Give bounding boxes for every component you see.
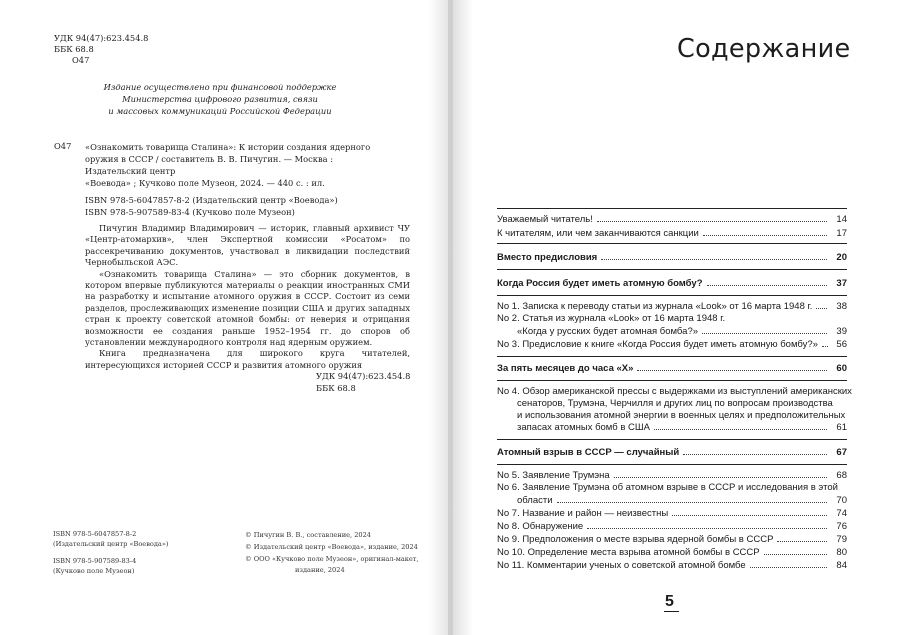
toc-entry[interactable]: No 2. Статья из журнала «Look» от 16 марта 1948 г. <box>497 313 726 324</box>
toc-entry[interactable]: No 1. Записка к переводу статьи из журнала «Look» от 16 марта 1948 г. 38 <box>497 301 847 312</box>
toc-entry[interactable]: No 5. Заявление Трумэна 68 <box>497 470 847 481</box>
toc-entry[interactable]: No 11. Комментарии ученых о советской атомной бомбе 84 <box>497 560 847 571</box>
toc-entry[interactable]: Уважаемый читатель! 14 <box>497 214 847 225</box>
toc-entry[interactable]: No 10. Определение места взрыва атомной бомбы в СССР 80 <box>497 547 847 558</box>
toc-entry-continued[interactable]: запасах атомных бомб в США 61 <box>517 422 847 433</box>
spine-shadow-right <box>453 0 473 635</box>
isbn-block: ISBN 978-5-6047857-8-2 (Издательский центр «Воевода») ISBN 978-5-907589-83-4 (Кучково поле Музеон) <box>85 195 338 217</box>
funding-note: Издание осуществлено при финансовой поддержке Министерства цифрового развития, связи и массовых коммуникаций Российской Федерации <box>103 82 337 116</box>
annotation-audience: Книга предназначена для широкого круга читателей, интересующихся историей СССР и развития атомного оружия <box>85 348 410 370</box>
toc-title: Содержание <box>677 34 851 64</box>
toc-entry-continued[interactable]: «Когда у русских будет атомная бомба?» 39 <box>517 326 847 337</box>
toc-divider <box>497 208 847 209</box>
toc-section[interactable]: Вместо предисловия 20 <box>497 252 847 263</box>
toc-entry[interactable]: No 6. Заявление Трумэна об атомном взрыве в СССР и исследования в этой <box>497 482 838 493</box>
toc-entry[interactable]: No 9. Предположения о месте взрыва ядерной бомбы в СССР 79 <box>497 534 847 545</box>
left-page <box>0 0 448 635</box>
annotation-book: «Ознакомить товарища Сталина» — это сборник документов, в котором впервые публикуются материалы о реакции иностранных СМИ на разработку и испытание атомного оружия в СССР. Состоит из семи разделов, прослеживающих изменение позиции США и других западных стран к проекту советской атомной бомбы: от неверия и отрицания возможности ее создания раньше 1952–1954 гг. до споров об установлении международного контроля над ядерным оружием. <box>85 268 410 348</box>
toc-entry-continued: сенаторов, Трумэна, Черчилля и других лиц по вопросам производства <box>517 398 833 409</box>
toc-section[interactable]: Атомный взрыв в СССР — случайный 67 <box>497 447 847 458</box>
annotation <box>85 223 410 371</box>
toc-entry[interactable]: No 7. Название и район — неизвестны 74 <box>497 508 847 519</box>
catalog-entry: «Ознакомить товарища Сталина»: К истории создания ядерного оружия в СССР / составитель В. В. Пичугин. — Москва : Издательский центр «Воевода» ; Кучково поле Музеон, 2024. — 440 с. : ил. <box>85 142 371 188</box>
page-number: 5 <box>665 593 674 610</box>
toc-entry[interactable]: No 8. Обнаружение 76 <box>497 521 847 532</box>
page-number-underline <box>664 611 679 612</box>
spine-shadow-left <box>428 0 448 635</box>
toc-entry[interactable]: No 3. Предисловие к книге «Когда Россия будет иметь атомную бомбу?» 56 <box>497 339 847 350</box>
author-sign: О47 <box>72 55 90 65</box>
table-of-contents <box>497 208 852 571</box>
toc-entry-continued: и использования атомной энергии в военных целях и предположительных <box>517 410 846 421</box>
copyright-block: © Пичугин В. В., составление, 2024 © Издательский центр «Воевода», издание, 2024 © ООО «Кучково поле Музеон», оригинал-макет, издание, 2024 <box>245 531 419 575</box>
bottom-classification: УДК 94(47):623.454.8 ББК 68.8 <box>316 371 411 393</box>
toc-entry-continued[interactable]: области 70 <box>517 495 847 506</box>
isbn-bottom: ISBN 978-5-6047857-8-2 (Издательский центр «Воевода») ISBN 978-5-907589-83-4 (Кучково поле Музеон) <box>53 530 169 575</box>
bbk-code: ББК 68.8 <box>54 44 94 54</box>
toc-entry[interactable]: No 4. Обзор американской прессы с выдержками из выступлений американских <box>497 386 852 397</box>
toc-entry[interactable]: К читателям, или чем заканчиваются санкции 17 <box>497 228 847 239</box>
catalog-code: О47 <box>54 141 72 151</box>
udk-code: УДК 94(47):623.454.8 <box>54 33 149 43</box>
classification-header <box>54 33 148 66</box>
annotation-author: Пичугин Владимир Владимирович — историк, главный архивист ЧУ «Центр-атомархив», член Экспертной комиссии «Росатом» по рассекречиванию документов, участвовал в ликвидации последствий Чернобыльской АЭС. <box>85 223 410 268</box>
toc-section[interactable]: За пять месяцев до часа «Х» 60 <box>497 363 847 374</box>
toc-section[interactable]: Когда Россия будет иметь атомную бомбу? 37 <box>497 278 847 289</box>
